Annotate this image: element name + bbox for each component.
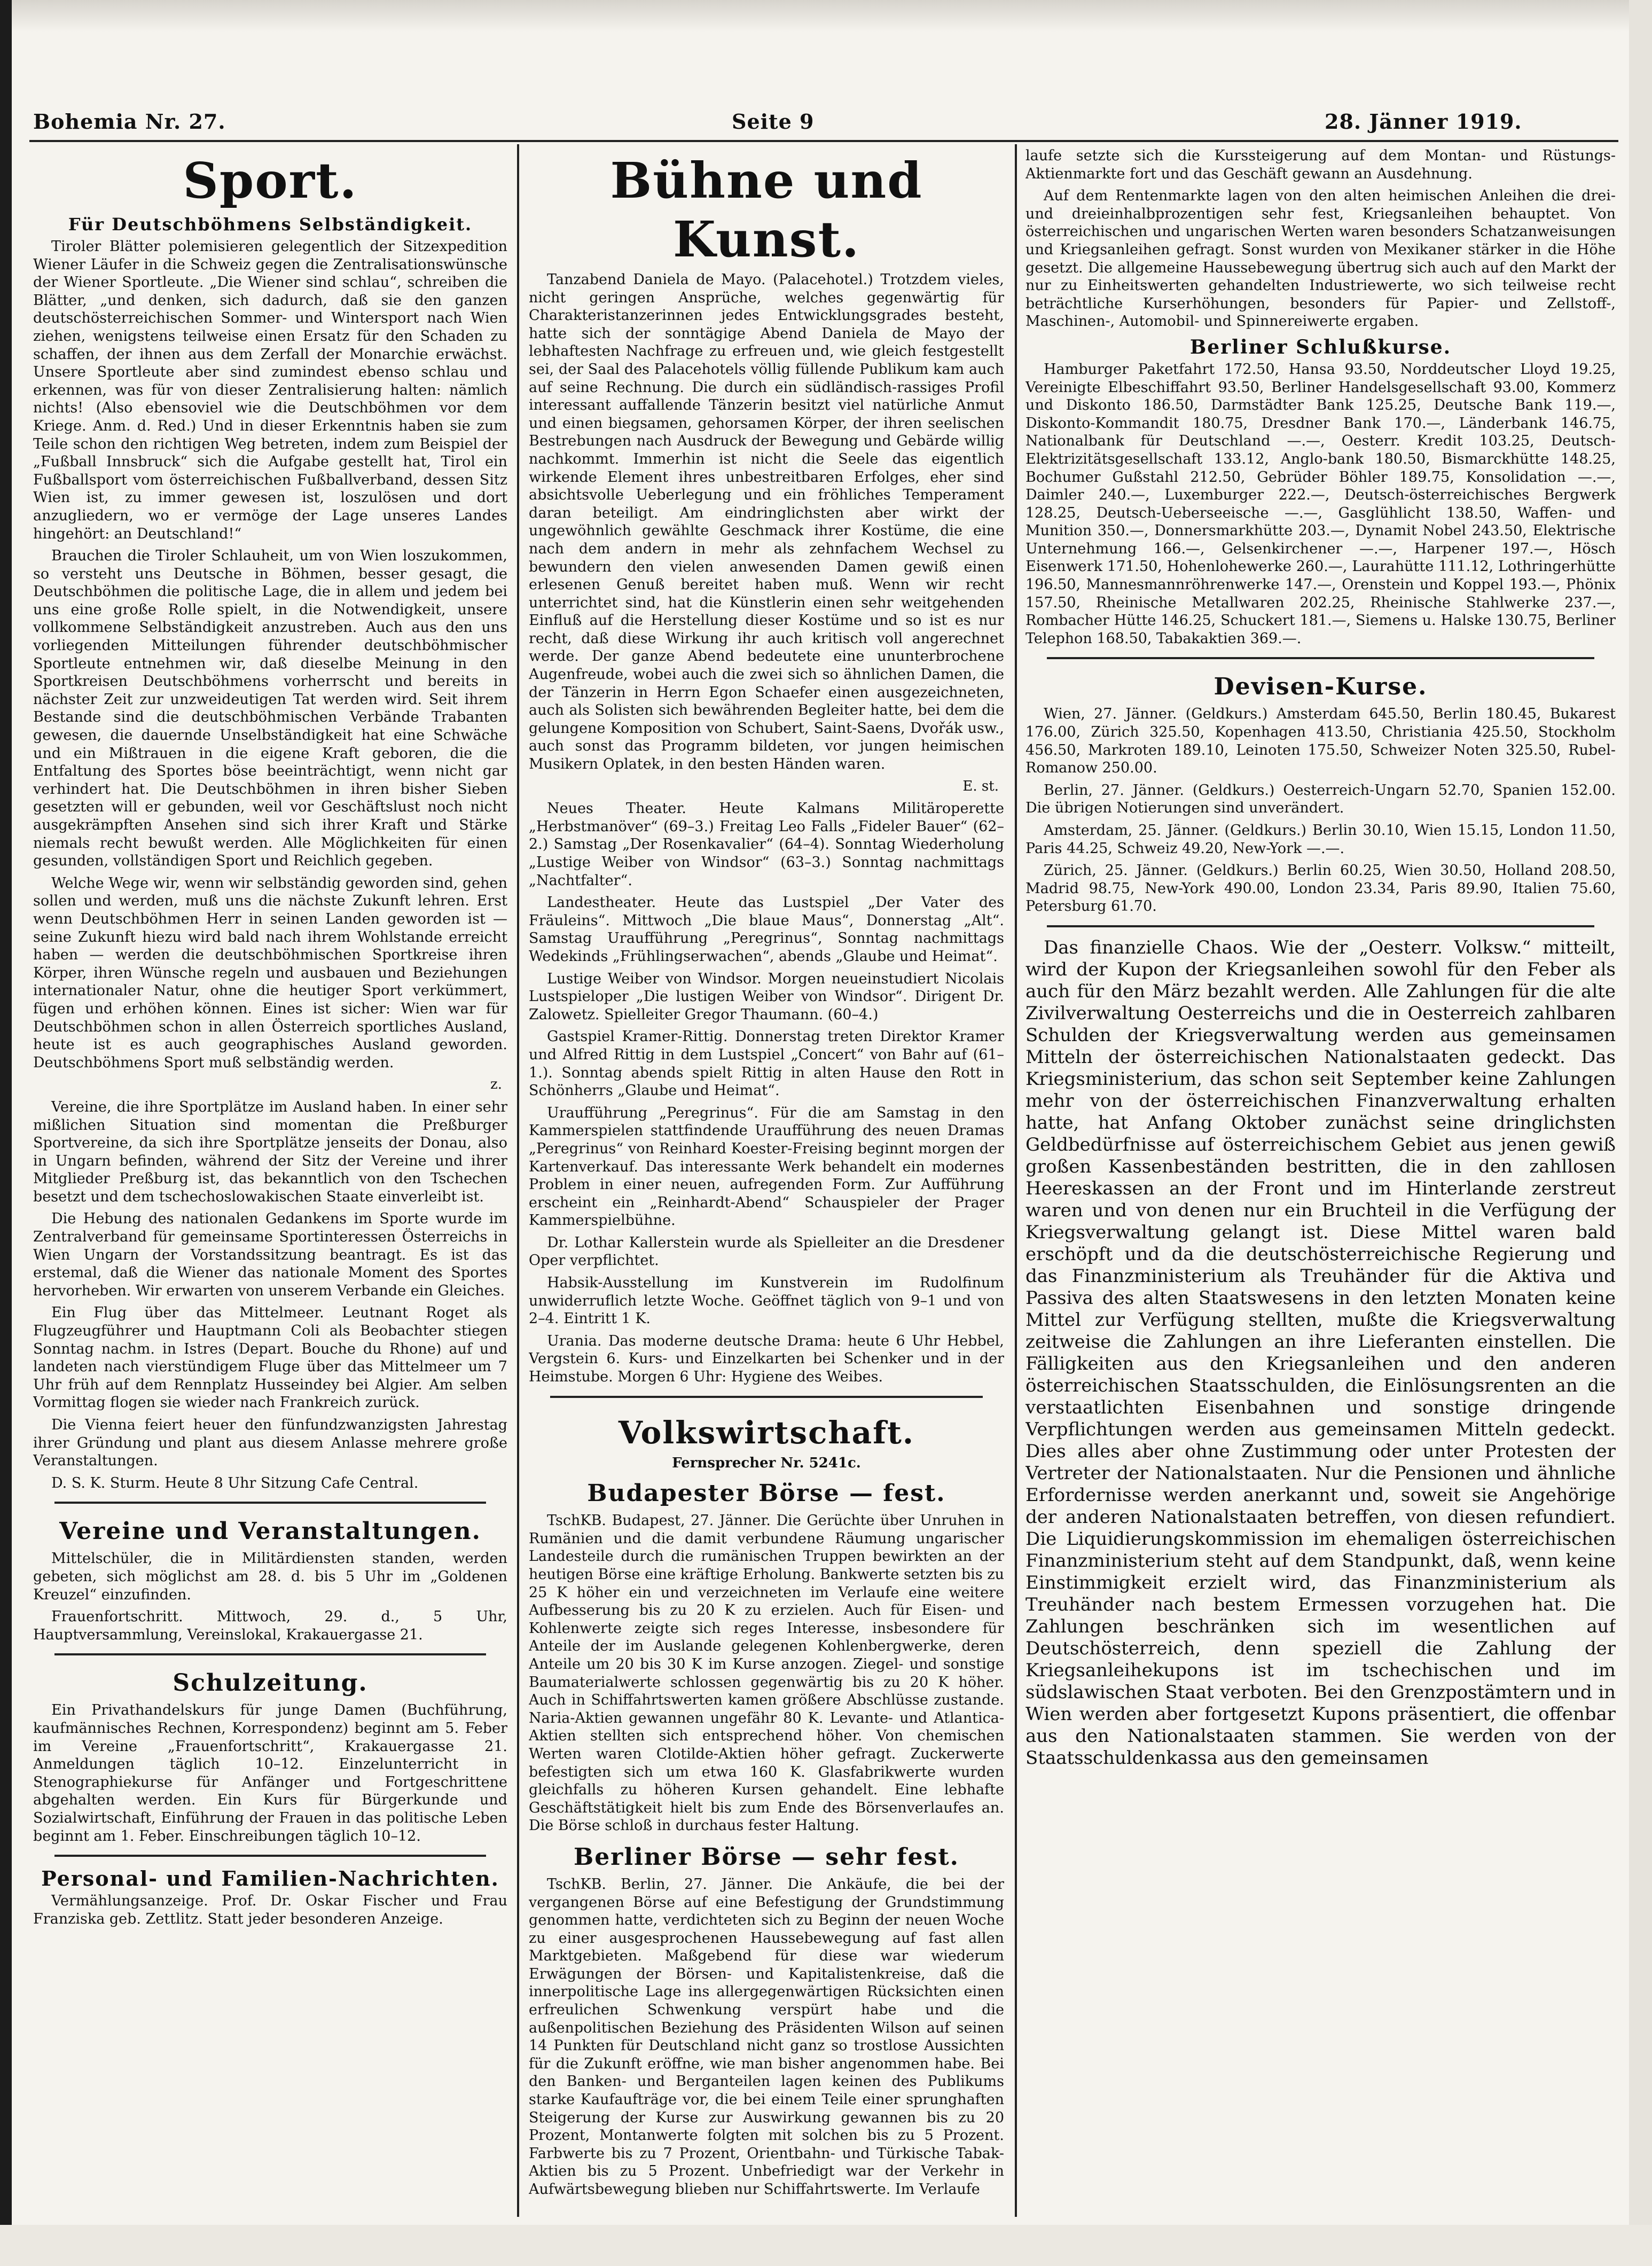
- article-signature: z.: [490, 1076, 502, 1093]
- news-item: D. S. K. Sturm. Heute 8 Uhr Sitzung Cafe Central.: [51, 1474, 419, 1491]
- scan-bottom-strip: [0, 2225, 1652, 2266]
- column-divider-1: [517, 144, 519, 2217]
- section-rule: [1047, 657, 1594, 659]
- section-heading-schlusskurse: Berliner Schlußkurse.: [1189, 335, 1452, 358]
- column-3: [1025, 147, 1616, 2220]
- news-item: Ein Flug über das Mittelmeer. Leutnant Roget als Flugzeugführer und Hauptmann Coli als Beobachter stiegen Sonntag nachm. in Istres (Depart. Bouche du Rhone) auf und landeten nach vierstündigem Fluge über das Mittelmeer um 7 Uhr früh auf dem Rennplatz Husseindey bei Algier. Am selben Vormittag flogen sie wieder nach Frankreich zurück.: [33, 1304, 507, 1411]
- article-paragraph: laufe setzte sich die Kurssteigerung auf dem Montan- und Rüstungs-Aktienmarkte fort und das Geschäft gewann an Ausdehnung.: [1025, 147, 1616, 182]
- news-item: Habsik-Ausstellung im Kunstverein im Rudolfinum unwiderruflich letzte Woche. Geöffnet täglich von 9–1 und von 2–4. Eintritt 1 K.: [529, 1275, 1004, 1327]
- price-list: Zürich, 25. Jänner. (Geldkurs.) Berlin 60.25, Wien 30.50, Holland 208.50, Madrid 98.75, New-York 490.00, London 23.34, Paris 89.90, Italien 75.60, Petersburg 61.70.: [1025, 862, 1616, 915]
- article-paragraph: TschKB. Budapest, 27. Jänner. Die Gerüchte über Unruhen in Rumänien und die damit verbundene Räumung ungarischer Landesteile durch die rumänischen Truppen bewirkten an der heutigen Börse eine kräftige Erholung. Bankwerte setzten bis zu 25 K höher ein und verzeichneten im Verlaufe eine weitere Aufbesserung bis zu 20 K zu erzielen. Auch für Eisen- und Kohlenwerte zeigte sich reges Interesse, insbesondere für Anteile der im Auslande gelegenen Kohlenbergwerke, deren Anteile um 20 bis 30 K im Kurse anzogen. Ziegel- und sonstige Baumaterialwerte schlossen gegenwärtig bis zu 20 K höher. Auch in Schiffahrtswerten kamen größere Abschlüsse zustande. Naria-Aktien gewannen ungefähr 80 K. Levante- und Atlantica-Aktien stellten sich entsprechend höher. Von chemischen Werten waren Clotilde-Aktien höher gefragt. Zuckerwerte befestigten sich um etwa 160 K. Glasfabrikwerte wurden gleichfalls zu höheren Kursen gehandelt. Eine lebhafte Geschäftstätigkeit hielt bis zum Ende des Börsenverlaufes an. Die Börse schloß in durchaus fester Haltung.: [529, 1512, 1004, 1834]
- price-list: Wien, 27. Jänner. (Geldkurs.) Amsterdam 645.50, Berlin 180.45, Bukarest 176.00, Zürich 325.50, Kopenhagen 413.50, Christiania 425.50, Stockholm 456.50, Markroten 189.10, Leinoten 175.50, Schweizer Noten 325.50, Rubel-Romanow 250.00.: [1025, 706, 1616, 777]
- column-divider-2: [1015, 144, 1017, 2217]
- section-heading-personal: Personal- und Familien-Nachrichten.: [41, 1866, 499, 1891]
- masthead-issue: Bohemia Nr. 27.: [33, 110, 226, 134]
- phone-number: Fernsprecher Nr. 5241c.: [672, 1455, 861, 1471]
- section-rule: [54, 1653, 486, 1655]
- article-paragraph: Tanzabend Daniela de Mayo. (Palacehotel.) Trotzdem vieles, nicht geringen Ansprüche, welches gegenwärtig für Charakteristanzerinnen jedes Entwicklungsgrades besteht, hatte sich der sonntägige Abend Daniela de Mayo der lebhaftesten Nachfrage zu erfreuen und, wie gleich festgestellt sei, der Saal des Palacehotels völlig füllende Publikum kam auch auf seine Rechnung. Die durch ein südländisch-rassiges Profil interessant auffallende Tänzerin besitzt viel natürliche Anmut und einen biegsamen, gehorsamen Körper, der ihren seelischen Bestrebungen nach Ausdruck der Bewegung und Gebärde willig nachkommt. Immerhin ist nicht die Seele das eigentlich wirkende Element ihres unbestreitbaren Erfolges, eher sind absichtsvolle Ueberlegung und ein fröhliches Temperament daran beteiligt. Am eindringlichsten aber wirkt der ungewöhnlich gewählte Geschmack ihrer Kostüme, die eine nach dem andern in mehr als zehnfachem Wechsel zu bewundern den vielen anwesenden Damen gewiß einen erlesenen Genuß bereitet haben muß. Wenn wir recht unterrichtet sind, hat die Künstlerin einen sehr weitgehenden Einfluß auf die Herstellung dieser Kostüme und so ist es nur recht, daß diese Wirkung ihr auch kritisch voll angerechnet werde. Der ganze Abend bedeutete eine ununterbrochene Augenfreude, wobei auch die zwei sich so ähnlichen Damen, die der Tänzerin in Herrn Egon Schaefer einen ausgezeichneten, auch als Solisten sich bewährenden Begleiter hatte, bei dem die gelungene Komposition von Schubert, Saint-Saens, Dvořák usw., auch sonst das Programm bildeten, vor jungen heimischen Musikern Oplatek, in den besten Händen waren.: [529, 271, 1004, 773]
- article-paragraph: Welche Wege wir, wenn wir selbständig geworden sind, gehen sollen und werden, muß uns die nächste Zukunft lehren. Erst wenn Deutschböhmen Herr in seinen Landen geworden ist — seine Zukunft hiezu wird bald nach ihrem Wohlstande erreicht haben — werden die deutschböhmischen Sportkreise ihren Körper, ihren Wünsche regeln und ausbauen und Beziehungen internationaler Natur, ohne die heutiger Sport verkümmert, fügen und erhöhen können. Eines ist sicher: Wien war für Deutschböhmen schon in allen Österreich sportliches Ausland, heute ist es auch geographisches Ausland geworden. Deutschböhmens Sport muß selbständig werden.: [33, 874, 507, 1071]
- news-item: Neues Theater. Heute Kalmans Militäroperette „Herbstmanöver“ (69–3.) Freitag Leo Falls „Fideler Bauer“ (62–2.) Samstag „Der Rosenkavalier“ (64–4). Sonntag Wiederholung „Lustige Weiber von Windsor“ (63–3.) Sonntag nachmittags „Nachtfalter“.: [529, 800, 1004, 889]
- news-item: Landestheater. Heute das Lustspiel „Der Vater des Fräuleins“. Mittwoch „Die blaue Maus“, Donnerstag „Alt“. Samstag Uraufführung „Peregrinus“, Sonntag nachmittags Wedekinds „Frühlingserwachen“, abends „Glaube und Heimat“.: [529, 894, 1004, 965]
- article-finance: [1025, 937, 1616, 1769]
- article-paragraph: Auf dem Rentenmarkte lagen von den alten heimischen Anleihen die drei- und dreieinhalbprozentigen sehr fest, Kriegsanleihen behauptet. Von österreichischen und ungarischen Werten waren besonders Schatzanweisungen und Kriegsanleihen gefragt. Sonst wurden von Mexikaner stärker in die Höhe gesetzt. Die allgemeine Haussebewegung übertrug sich auch auf den Markt der nur zu Einheitswerten gehandelten Industriewerte, wo sich teilweise recht beträchtliche Kurserhöhungen, besonders für Papier- und Zellstoff-, Maschinen-, Automobil- und Spinnereiwerte ergaben.: [1025, 187, 1616, 330]
- news-item: Vereine, die ihre Sportplätze im Ausland haben. In einer sehr mißlichen Situation sind momentan die Preßburger Sportvereine, da sich ihre Sportplätze jenseits der Donau, also in Ungarn befinden, während der Sitz der Vereine und ihrer Mitglieder Preßburg ist, das bekanntlich von den Tschechen besetzt und dem tschechoslowakischen Staate einverleibt ist.: [33, 1098, 507, 1205]
- news-item: Uraufführung „Peregrinus“. Für die am Samstag in den Kammerspielen stattfindende Uraufführung des neuen Dramas „Peregrinus“ von Reinhard Koester-Freising beginnt morgen der Kartenverkauf. Das interessante Werk behandelt ein modernes Problem in einer neuen, aufregenden Form. Zur Aufführung erscheint ein „Reinhardt-Abend“ Schauspieler der Prager Kammerspielbühne.: [529, 1104, 1004, 1229]
- news-item: Dr. Lothar Kallerstein wurde als Spielleiter an die Dresdener Oper verpflichtet.: [529, 1234, 1004, 1269]
- news-item: Mittelschüler, die in Militärdiensten standen, werden gebeten, sich möglichst am 28. d. bis 5 Uhr im „Goldenen Kreuzel“ einzufinden.: [33, 1550, 507, 1603]
- article-heading-berlin: Berliner Börse — sehr fest.: [574, 1843, 959, 1871]
- price-list: Amsterdam, 25. Jänner. (Geldkurs.) Berlin 30.10, Wien 15.15, London 11.50, Paris 44.25, Schweiz 49.20, New-York —.—.: [1025, 822, 1616, 857]
- masthead-date: 28. Jänner 1919.: [1325, 110, 1522, 134]
- section-heading-buehne: Bühne und Kunst.: [610, 152, 923, 268]
- news-item: Lustige Weiber von Windsor. Morgen neueinstudiert Nicolais Lustspieloper „Die lustigen Weiber von Windsor“. Dirigent Dr. Zalowetz. Spielleiter Gregor Thaumann. (60–4.): [529, 970, 1004, 1023]
- section-heading-volkswirtschaft: Volkswirtschaft.: [618, 1414, 915, 1451]
- article-heading-budapest: Budapester Börse — fest.: [587, 1480, 946, 1507]
- section-rule: [550, 1396, 983, 1398]
- section-heading-devisen: Devisen-Kurse.: [1213, 673, 1428, 701]
- section-rule: [1047, 925, 1594, 927]
- scan-right-edge: [1629, 0, 1652, 2266]
- section-heading-vereine: Vereine und Veranstaltungen.: [59, 1518, 481, 1545]
- news-item: Gastspiel Kramer-Rittig. Donnerstag treten Direktor Kramer und Alfred Rittig in dem Lustspiel „Concert“ von Bahr auf (61–1.). Sonntag abends spielt Rittig in alten Hause den Rott in Schönherrs „Glaube und Heimat“.: [529, 1028, 1004, 1099]
- article-heading: Für Deutschböhmens Selbständigkeit.: [68, 214, 473, 235]
- price-list: Hamburger Paketfahrt 172.50, Hansa 93.50, Norddeutscher Lloyd 19.25, Vereinigte Elbeschiffahrt 93.50, Berliner Handelsgesellschaft 93.00, Kommerz und Diskonto 186.50, Darmstädter Bank 125.25, Deutsche Bank 119.—, Diskonto-Kommandit 180.75, Dresdner Bank 170.—, Länderbank 146.75, Nationalbank für Deutschland —.—, Oesterr. Kredit 103.25, Deutsch-Elektrizitätsgesellschaft 133.12, Anglo-bank 180.50, Bismarckhütte 148.25, Bochumer Gußstahl 212.50, Gebrüder Böhler 189.75, Konsolidation —.—, Daimler 240.—, Luxemburger 222.—, Deutsch-österreichisches Bergwerk 128.25, Deutsch-Ueberseeische —.—, Gasglühlicht 138.50, Waffen- und Munition 350.—, Donnersmarkhütte 203.—, Dynamit Nobel 243.50, Elektrische Unternehmung 166.—, Gelsenkirchener —.—, Harpener 197.—, Hösch Eisenwerk 171.50, Hohenlohewerke 260.—, Laurahütte 111.12, Lothringerhütte 196.50, Mannesmannröhrenwerke 147.—, Orenstein und Koppel 193.—, Phönix 157.50, Rheinische Metallwaren 202.25, Rheinische Stahlwerke 237.—, Rombacher Hütte 146.25, Schuckert 181.—, Siemens u. Halske 130.75, Berliner Telephon 168.50, Tabakaktien 369.—.: [1025, 361, 1616, 647]
- news-item: Vermählungsanzeige. Prof. Dr. Oskar Fischer und Frau Franziska geb. Zettlitz. Statt jeder besonderen Anzeige.: [33, 1893, 507, 1927]
- price-list: Berlin, 27. Jänner. (Geldkurs.) Oesterreich-Ungarn 52.70, Spanien 152.00. Die übrigen Notierungen sind unverändert.: [1025, 782, 1616, 817]
- news-item: Die Hebung des nationalen Gedankens im Sporte wurde im Zentralverband für gemeinsame Sportinteressen Österreichs in Wien Ungarn der Vorstandssitzung beantragt. Es ist das erstemal, daß die Wiener das nationale Moment des Sportes hervorheben. Wir erwarten von unserem Verbande ein Gleiches.: [33, 1210, 507, 1299]
- masthead-rule: [29, 140, 1618, 142]
- article-paragraph: Brauchen die Tiroler Schlauheit, um von Wien loszukommen, so versteht uns Deutsche in Böhmen, besser gesagt, die Deutschböhmen die politische Lage, die in allem und jedem bei uns eine große Rolle spielt, in die Notwendigkeit, unsere vollkommene Selbständigkeit anzustreben. Auch aus den uns vorliegenden Mitteilungen führender deutschböhmischer Sportleute entnehmen wir, daß dieselbe Meinung in den Sportkreisen Deutschböhmens vorherrscht und bereits in nächster Zeit zur unzweideutigen Tat werden wird. Seit ihrem Bestande sind die deutschböhmischen Verbände Trabanten gewesen, die dauernde Unselbständigkeit hat eine Schwäche und ein Mißtrauen in die eigene Kraft geboren, die die Entfaltung des Sportes böse beeinträchtigt, wenn nicht gar verhindert hat. Die Deutschböhmen in ihren bisher Sieben gesetzten will er gebunden, weil vor Geschäftslust noch nicht ausgekrämpften Ansehen sind sich ihrer Kraft und Stärke niemals recht bewußt werden. Alle Möglichkeiten für einen gesunden, vollständigen Sport und Reichlich gegeben.: [33, 548, 507, 870]
- column-1: [33, 147, 507, 2220]
- section-rule: [54, 1502, 486, 1504]
- article-signature: E. st.: [962, 778, 999, 794]
- news-item: Ein Privathandelskurs für junge Damen (Buchführung, kaufmännisches Rechnen, Korrespondenz) beginnt am 5. Feber im Vereine „Frauenfortschritt“, Krakauergasse 21. Anmeldungen täglich 10–12. Einzelunterricht in Stenographiekurse für Anfänger und Fortgeschrittene abgehalten werden. Ein Kurs für Bürgerkunde und Sozialwirtschaft, Einführung der Frauen in das politische Leben beginnt am 1. Feber. Einschreibungen täglich 10–12.: [33, 1702, 507, 1845]
- news-item: Die Vienna feiert heuer den fünfundzwanzigsten Jahrestag ihrer Gründung und plant aus diesem Anlasse mehrere große Veranstaltungen.: [33, 1417, 507, 1470]
- news-item: Frauenfortschritt. Mittwoch, 29. d., 5 Uhr, Hauptversammlung, Vereinslokal, Krakauergasse 21.: [33, 1608, 507, 1643]
- scan-top-shadow: [0, 0, 1652, 32]
- scan-left-edge: [0, 0, 12, 2266]
- section-rule: [54, 1855, 486, 1857]
- article-paragraph: Tiroler Blätter polemisieren gelegentlich der Sitzexpedition Wiener Läufer in die Schweiz gegen die Zentralisationswünsche der Wiener Sportleute. „Die Wiener sind schlau“, schreiben die Blätter, „und denken, sich dadurch, daß sie den ganzen deutschösterreichischen Sommer- und Wintersport nach Wien ziehen, wenigstens teilweise einen Ersatz für den Schaden zu schaffen, der ihnen aus dem Zerfall der Monarchie erwächst. Unsere Sportleute aber sind zumindest ebenso schlau und erkennen, was für von dieser Zentralisierung halten: nämlich nichts! (Also ebensoviel wie die Deutschböhmen vor dem Kriege. Anm. d. Red.) Und in dieser Erkenntnis haben sie zum Teile schon den richtigen Weg betreten, indem zum Beispiel der „Fußball Innsbruck“ sich die Aufgabe gestellt hat, Tirol ein Fußballsport vom österreichischen Fußballverband, dessen Sitz Wien ist, zu immer gewesen ist, loszulösen und dort anzugliedern, wo er vermöge der Lage unseres Landes hingehört: an Deutschland!“: [33, 238, 507, 542]
- section-heading-sport: Sport.: [183, 152, 358, 209]
- article-paragraph: Das finanzielle Chaos. Wie der „Oesterr. Volksw.“ mitteilt, wird der Kupon der Kriegsanleihen sowohl für den Feber als auch für den März bezahlt werden. Alle Zahlungen für die alte Zivilverwaltung Oesterreichs und die in Oesterreich zahlbaren Schulden der Kriegsverwaltung werden aus gemeinsamen Mitteln der österreichischen Nationalstaaten gedeckt. Das Kriegsministerium, das schon seit September keine Zahlungen mehr von der österreichischen Finanzverwaltung erhalten hatte, hat Anfang Oktober zunächst seine dringlichsten Geldbedürfnisse auf österreichischem Gebiet aus jenen gewiß großen Kassenbeständen bestritten, die in den zahllosen Heereskassen an der Front und im Hinterlande zerstreut waren und von denen nur ein Bruchteil in die Verfügung der Kriegsverwaltung gelangt ist. Diese Mittel waren bald erschöpft und da die deutschösterreichische Regierung und das Finanzministerium als Treuhänder für die Aktiva und Passiva des alten Staatswesens in den letzten Monaten keine Mittel zur Verfügung stellten, mußte die Kriegsverwaltung zeitweise die Zahlungen an ihre Lieferanten einstellen. Die Fälligkeiten aus den Kriegsanleihen und den anderen österreichischen Staatsschulden, die Einlösungsrenten an die verstaatlichten Eisenbahnen und sonstige dringende Verpflichtungen werden aus gemeinsamen Mitteln gedeckt. Dies alles aber ohne Zustimmung oder unter Protesten der Vertreter der Nationalstaaten. Nur die Pensionen und ähnliche Erfordernisse werden anerkannt und, soweit sie Angehörige der anderen Nationalstaaten betreffen, von diesen refundiert. Die Liquidierungskommission im ehemaligen österreichischen Finanzministerium steht auf dem Standpunkt, daß, wenn keine Einstimmigkeit erzielt wird, das Finanzministerium als Treuhänder nach bestem Ermessen vorzugehen hat. Die Zahlungen beschränken sich im wesentlichen auf Deutschösterreich, denn speziell die Zahlung der Kriegsanleihekupons ist im tschechischen und im südslawischen Staat verboten. Bei den Grenzpostämtern und in Wien werden aber fortgesetzt Kupons präsentiert, die offenbar aus den Nationalstaaten stammen. Sie werden von der Staatsschuldenkassa aus den gemeinsamen: [1025, 936, 1616, 1769]
- column-2: [529, 147, 1004, 2220]
- news-item: Urania. Das moderne deutsche Drama: heute 6 Uhr Hebbel, Vergstein 6. Kurs- und Einzelkarten bei Schenker und in der Heimstube. Morgen 6 Uhr: Hygiene des Weibes.: [529, 1332, 1004, 1386]
- masthead-page-number: Seite 9: [732, 110, 815, 134]
- article-paragraph: TschKB. Berlin, 27. Jänner. Die Ankäufe, die bei der vergangenen Börse auf eine Befestigung der Grundstimmung genommen hatte, verdichteten sich zu Beginn der neuen Woche zu einer ausgesprochenen Haussebewegung auf fast allen Marktgebieten. Maßgebend für diese war wiederum Erwägungen der Börsen- und Kapitalistenkreise, daß die innerpolitische Lage ins allergegenwärtigen Rücksichten einen erfreulichen Schwenkung verspürt habe und die außenpolitischen Beziehung des Präsidenten Wilson auf seinen 14 Punkten für Deutschland nicht ganz so trostlose Aussichten für die Zukunft eröffne, wie man bisher angenommen habe. Bei den Banken- und Berganteilen lagen keinen des Publikums starke Kaufaufträge vor, die bei einem Teile einer sprunghaften Steigerung der Kurse zur Auswirkung gewannen bis zu 20 Prozent, Montanwerte folgten mit solchen bis zu 5 Prozent. Farbwerte bis zu 7 Prozent, Orientbahn- und Türkische Tabak-Aktien bis zu 5 Prozent. Unbefriedigt war der Verkehr in Aufwärtsbewegung blieben nur Schiffahrtswerte. Im Verlaufe: [529, 1876, 1004, 2198]
- section-heading-schulzeitung: Schulzeitung.: [173, 1669, 368, 1697]
